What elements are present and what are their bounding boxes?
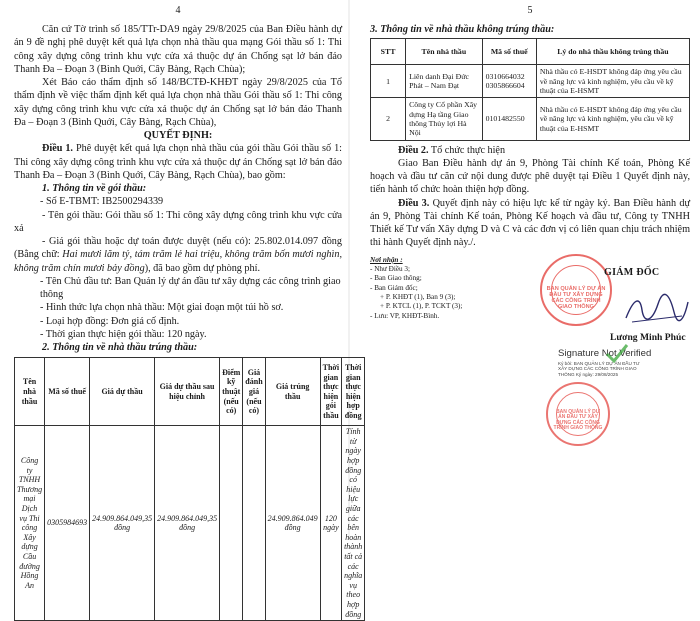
right-page	[350, 0, 696, 539]
table-cell: 0305984693	[45, 426, 90, 621]
table-row	[371, 98, 690, 140]
table-row	[15, 426, 365, 621]
official-stamp	[540, 254, 612, 326]
recipient-item: - Như Điều 3;	[370, 265, 411, 274]
signer-title: GIÁM ĐỐC	[604, 266, 660, 278]
method-line: - Hình thức lựa chọn nhà thầu: Một giai đoạn một túi hồ sơ.	[40, 302, 284, 314]
table-cell: Công ty Cổ phần Xây dựng Hạ tầng Giao thông Thủy lợi Hà Nội	[406, 98, 483, 140]
page-number: 5	[527, 5, 533, 16]
article-3-label: Điều 3.	[398, 197, 430, 209]
estimate-line	[14, 235, 342, 275]
tbmt-line: - Số E-TBMT: IB2500294339	[40, 196, 164, 208]
table-cell: 24.909.864.049 đồng	[265, 426, 320, 621]
table-header-cell: Giá đánh giá (nếu có)	[243, 358, 265, 426]
table-header-cell: Giá trúng thầu	[265, 358, 320, 426]
table-cell: Nhà thầu có E-HSDT không đáp ứng yêu cầu về năng lực và kinh nghiệm, yêu cầu về kỹ thuật của E-HSMT	[536, 98, 689, 140]
article-2-label: Điều 2.	[398, 144, 429, 156]
recipient-item: - Ban Giám đốc;	[370, 283, 418, 292]
section-2-title: 2. Thông tin về nhà thầu trúng thầu:	[42, 342, 198, 353]
section-3-title: 3. Thông tin về nhà thầu không trúng thầu:	[370, 24, 555, 35]
stamp-text: BAN QUẢN LÝ DỰ ÁN ĐẦU TƯ XÂY DỰNG CÁC CÔNG TRÌNH GIAO THÔNG	[546, 285, 606, 311]
table-header-cell: Thời gian thực hiện gói thầu	[320, 358, 341, 426]
table-header-cell: Tên nhà thầu	[406, 39, 483, 65]
table-row	[371, 65, 690, 98]
investor-line: - Tên Chủ đầu tư: Ban Quản lý dự án đầu tư xây dựng các công trình giao thông	[40, 275, 341, 300]
basis-paragraph-2: Xét Báo cáo thẩm định số 148/BCTĐ-KHĐT ngày 29/8/2025 của Tổ thẩm định về việc thẩm định kết quả lựa chọn nhà thầu Gói thầu số 1: Thi công xây dựng công trình khu vực cửa xả thuộc dự án Chống sạt lở bán đảo Thanh Đa – Đoạn 3 (Bình Quới, Cây Bàng, Rạch Chùa),	[14, 77, 342, 128]
recipients-block	[370, 256, 520, 322]
table-cell	[243, 426, 265, 621]
verified-detail: Ký bởi: BAN QUẢN LÝ DỰ ÁN ĐẦU TƯ XÂY DỰNG CÁC CÔNG TRÌNH GIAO THÔNG Ký ngày: 29/08/2025	[558, 360, 640, 378]
article-1	[14, 142, 342, 182]
article-2-text: Giao Ban Điều hành dự án 9, Phòng Tài chính Kế toán, Phòng Kế hoạch và đầu tư căn cứ nội dung được phê duyệt tại Điều 1 Quyết định này, tiến hành tổ chức hoàn thiện hợp đồng.	[370, 157, 690, 196]
table-cell: 1	[371, 65, 406, 98]
estimate-words: Hai mươi lăm tỷ, tám trăm lẻ hai triệu, không trăm bốn mươi nghìn, không trăm chín mươi bảy đồng	[14, 249, 342, 274]
verified-title: Signature Not Verified	[558, 347, 652, 359]
table-header-cell: Giá dự thầu	[90, 358, 155, 426]
table-header-cell: Mã số thuế	[45, 358, 90, 426]
table-header-row	[15, 358, 365, 426]
table-header-cell: Mã số thuế	[482, 39, 536, 65]
recipient-item: + P. KHĐT (1), Ban 9 (3);	[380, 293, 456, 302]
article-2-title: Tổ chức thực hiện	[428, 144, 506, 156]
table-cell: 2	[371, 98, 406, 140]
table-header-cell: Thời gian thực hiện hợp đồng	[342, 358, 365, 426]
article-1-label: Điều 1.	[42, 143, 73, 155]
signer-block	[540, 256, 700, 346]
article-1-text: Phê duyệt kết quả lựa chọn nhà thầu của gói thầu Gói thầu số 1: Thi công xây dựng công trình khu vực cửa xả thuộc dự án Chống sạt lở bán đảo Thanh Đa – Đoạn 3 (Bình Quới, Cây Bàng, Rạch Chùa), bao gồm:	[14, 143, 342, 181]
estimate-text: - Giá gói thầu hoặc dự toán được duyệt (nếu có): 25.802.014.097 đồng (Bằng chữ:	[14, 236, 342, 261]
digital-signature-block	[540, 348, 700, 454]
table-cell: 24.909.864.049,35 đồng	[90, 426, 155, 621]
table-cell: Nhà thầu có E-HSDT không đáp ứng yêu cầu về năng lực và kinh nghiệm, yêu cầu về kỹ thuật của E-HSMT	[536, 65, 689, 98]
table-header-cell: Lý do nhà thầu không trúng thầu	[536, 39, 689, 65]
table-cell: 120 ngày	[320, 426, 341, 621]
duration-line: - Thời gian thực hiện gói thầu: 120 ngày.	[40, 328, 207, 340]
recipient-item: - Lưu: VP, KHĐT-Bình.	[370, 311, 440, 320]
contract-type-line: - Loại hợp đồng: Đơn giá cố định.	[40, 315, 180, 327]
recipients-title: Nơi nhận :	[370, 255, 403, 264]
signature-area	[370, 256, 690, 456]
article-2-heading	[370, 144, 690, 157]
stamp-text: BAN QUẢN LÝ DỰ ÁN ĐẦU TƯ XÂY DỰNG CÁC CÔNG TRÌNH GIAO THÔNG	[553, 408, 603, 432]
table-header-row	[371, 39, 690, 65]
table-cell: 24.909.864.049,35 đồng	[155, 426, 220, 621]
table-header-cell: Giá dự thầu sau hiệu chỉnh	[155, 358, 220, 426]
table-cell	[220, 426, 243, 621]
section-1-title: 1. Thông tin về gói thầu:	[42, 183, 147, 194]
recipient-item: + P. KTCL (1), P. TCKT (3);	[380, 302, 463, 311]
handwritten-signature	[622, 292, 692, 326]
table-cell: Liên danh Đại Đức Phát – Nam Đạt	[406, 65, 483, 98]
page-number: 4	[175, 5, 181, 16]
article-3	[370, 197, 690, 250]
article-3-text: Quyết định này có hiệu lực kể từ ngày ký. Ban Điều hành dự án 9, Phòng Tài chính Kế toán, Phòng Kế hoạch và đầu tư, Công ty TNHH Thiết kế Tư vấn Xây dựng D và C và các đơn vị có liên quan chịu trách nhiệm thi hành Quyết định này./.	[370, 197, 691, 249]
recipient-item: - Ban Giao thông;	[370, 274, 422, 283]
estimate-tail: ), đã bao gồm dự phòng phí.	[144, 262, 260, 274]
losing-bidders-table	[370, 38, 690, 140]
table-header-cell: Tên nhà thầu	[15, 358, 45, 426]
winning-bidder-table	[14, 357, 365, 621]
table-cell: 0101482550	[482, 98, 536, 140]
official-stamp-2	[546, 382, 610, 446]
basis-paragraph-1: Căn cứ Tờ trình số 185/TTr-DA9 ngày 29/8/2025 của Ban Điều hành dự án 9 đề nghị phê duyệt kết quả lựa chọn nhà thầu qua mạng Gói thầu số 1: Thi công xây dựng công trình khu vực cửa xả thuộc dự án Chống sạt lở bán đảo Thanh Đa – Đoạn 3 (Bình Quới, Cây Bàng, Rạch Chùa);	[14, 24, 342, 75]
package-name-line: - Tên gói thầu: Gói thầu số 1: Thi công xây dựng công trình khu vực cửa xả	[14, 209, 342, 234]
table-cell: Tính từ ngày hợp đồng có hiệu lực giữa các bên hoàn thành tất cả các nghĩa vụ theo hợp đồng	[342, 426, 365, 621]
table-cell: 0310664032 0305866604	[482, 65, 536, 98]
table-header-cell: STT	[371, 39, 406, 65]
table-header-cell: Điểm kỹ thuật (nếu có)	[220, 358, 243, 426]
table-cell: Công ty TNHH Thương mại Dịch vụ Thi công Xây dựng Cầu đường Hồng An	[15, 426, 45, 621]
signer-name: Lương Minh Phúc	[610, 331, 686, 343]
decision-heading: QUYẾT ĐỊNH:	[143, 130, 213, 141]
